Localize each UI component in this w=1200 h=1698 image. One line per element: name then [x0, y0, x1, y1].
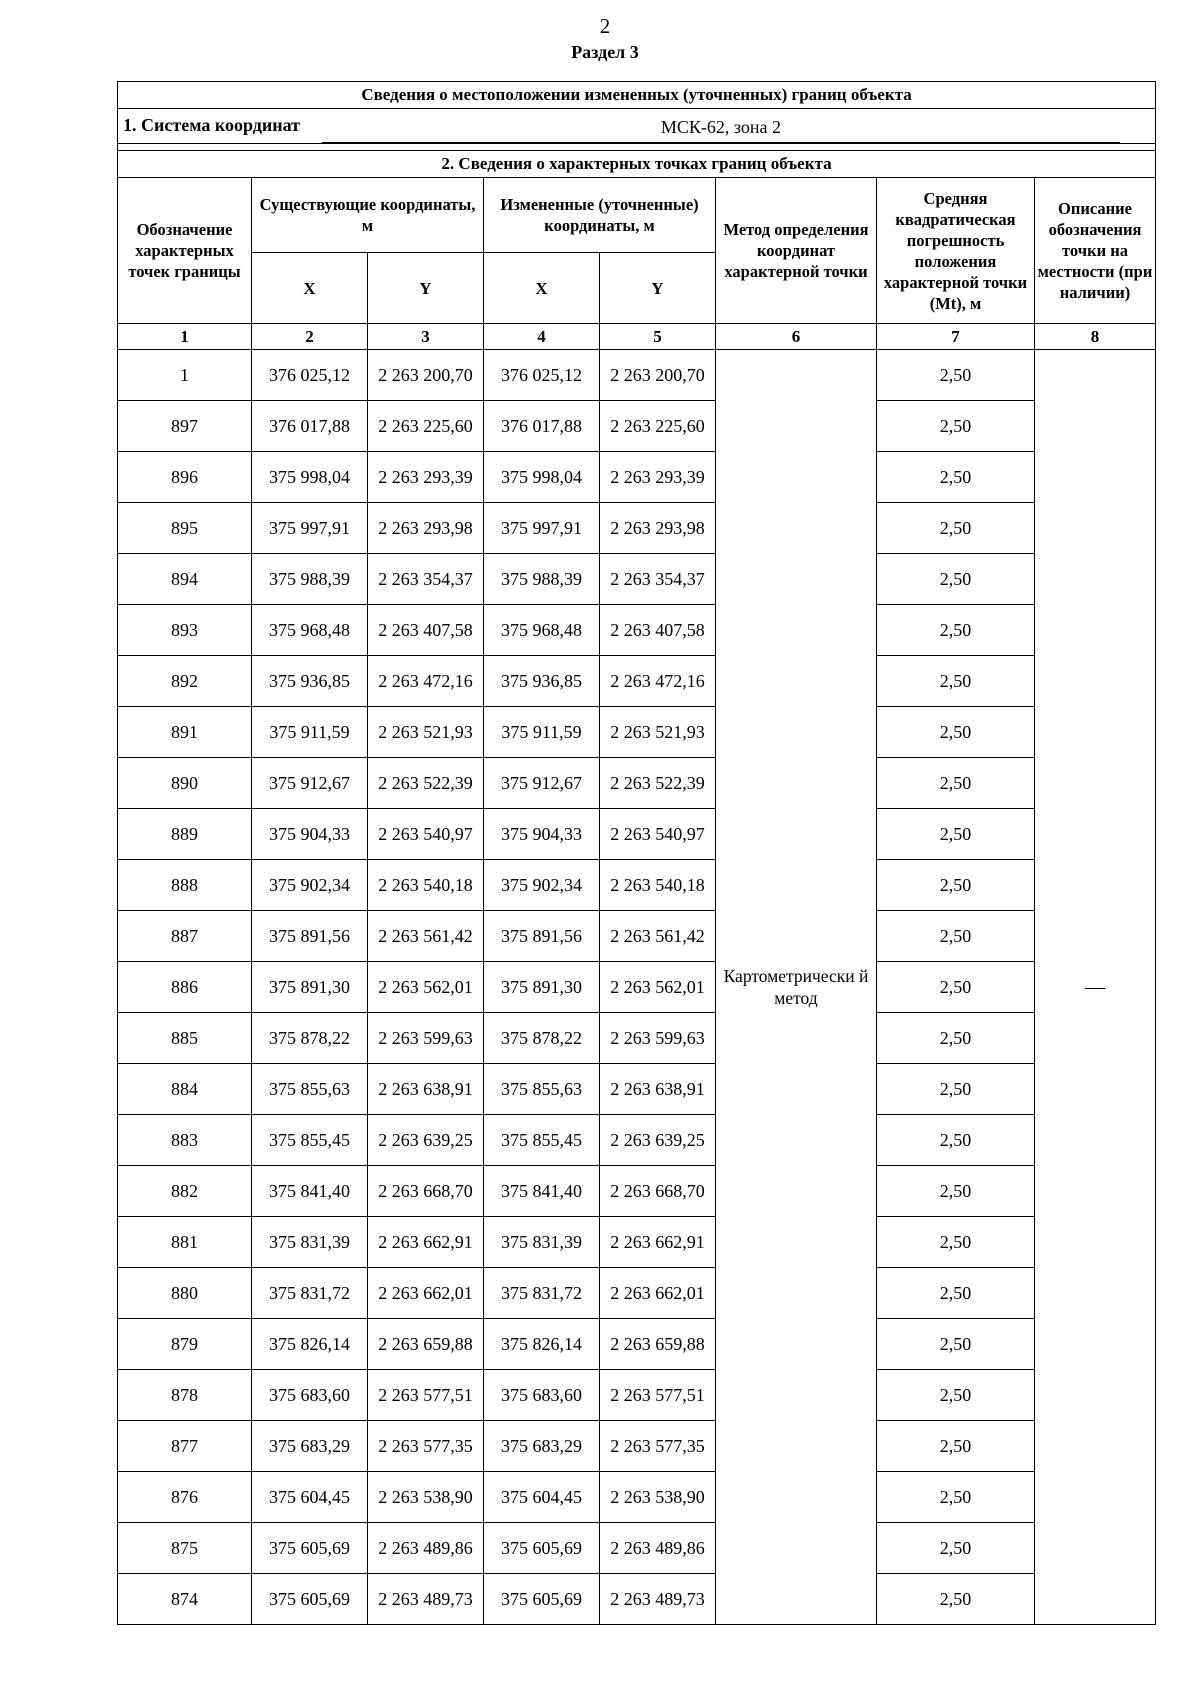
x-changed: 375 683,29: [484, 1421, 600, 1472]
y-existing: 2 263 489,86: [368, 1523, 484, 1574]
mt-error: 2,50: [877, 1319, 1035, 1370]
x-changed: 375 891,56: [484, 911, 600, 962]
x-existing: 375 841,40: [252, 1166, 368, 1217]
point-designation: 875: [118, 1523, 252, 1574]
y-changed: 2 263 200,70: [600, 350, 716, 401]
x-changed: 375 683,60: [484, 1370, 600, 1421]
table-row: [118, 350, 1156, 401]
table-row: [118, 911, 1156, 962]
x-existing: 375 936,85: [252, 656, 368, 707]
y-changed: 2 263 472,16: [600, 656, 716, 707]
mt-error: 2,50: [877, 962, 1035, 1013]
point-designation: 888: [118, 860, 252, 911]
y-existing: 2 263 407,58: [368, 605, 484, 656]
y-existing: 2 263 659,88: [368, 1319, 484, 1370]
point-designation: 1: [118, 350, 252, 401]
x-changed: 375 878,22: [484, 1013, 600, 1064]
x-existing: 375 968,48: [252, 605, 368, 656]
x-changed: 375 902,34: [484, 860, 600, 911]
x-existing: 375 605,69: [252, 1523, 368, 1574]
mt-error: 2,50: [877, 860, 1035, 911]
column-number: 4: [484, 324, 600, 350]
x-existing: 375 997,91: [252, 503, 368, 554]
header-x-changed: X: [484, 253, 600, 324]
mt-error: 2,50: [877, 1013, 1035, 1064]
mt-error: 2,50: [877, 707, 1035, 758]
point-designation: 877: [118, 1421, 252, 1472]
column-number: 1: [118, 324, 252, 350]
x-existing: 375 878,22: [252, 1013, 368, 1064]
table-row: [118, 1421, 1156, 1472]
mt-error: 2,50: [877, 1115, 1035, 1166]
y-existing: 2 263 662,01: [368, 1268, 484, 1319]
y-existing: 2 263 577,51: [368, 1370, 484, 1421]
x-existing: 375 831,39: [252, 1217, 368, 1268]
table-row: [118, 1217, 1156, 1268]
point-designation: 889: [118, 809, 252, 860]
y-existing: 2 263 561,42: [368, 911, 484, 962]
table-row: [118, 1013, 1156, 1064]
x-changed: 375 988,39: [484, 554, 600, 605]
point-designation: 890: [118, 758, 252, 809]
x-existing: 375 855,63: [252, 1064, 368, 1115]
y-changed: 2 263 540,97: [600, 809, 716, 860]
column-number: 7: [877, 324, 1035, 350]
x-existing: 375 855,45: [252, 1115, 368, 1166]
y-existing: 2 263 540,97: [368, 809, 484, 860]
y-changed: 2 263 577,35: [600, 1421, 716, 1472]
point-designation: 893: [118, 605, 252, 656]
x-changed: 375 911,59: [484, 707, 600, 758]
y-existing: 2 263 354,37: [368, 554, 484, 605]
header-existing-coords: Существующие координаты, м: [252, 178, 484, 253]
table-row: [118, 809, 1156, 860]
x-existing: 375 831,72: [252, 1268, 368, 1319]
mt-error: 2,50: [877, 1472, 1035, 1523]
x-changed: 375 912,67: [484, 758, 600, 809]
point-designation: 895: [118, 503, 252, 554]
point-designation: 883: [118, 1115, 252, 1166]
x-changed: 375 841,40: [484, 1166, 600, 1217]
mt-error: 2,50: [877, 656, 1035, 707]
x-existing: 375 904,33: [252, 809, 368, 860]
mt-error: 2,50: [877, 1421, 1035, 1472]
y-existing: 2 263 562,01: [368, 962, 484, 1013]
x-changed: 375 604,45: [484, 1472, 600, 1523]
point-designation: 886: [118, 962, 252, 1013]
header-changed-coords: Измененные (уточненные) координаты, м: [484, 178, 716, 253]
y-changed: 2 263 407,58: [600, 605, 716, 656]
point-designation: 885: [118, 1013, 252, 1064]
table-title: Сведения о местоположении измененных (уточненных) границ объекта: [118, 82, 1156, 109]
x-existing: 375 891,30: [252, 962, 368, 1013]
point-designation: 887: [118, 911, 252, 962]
spacer-row: [118, 144, 1156, 151]
x-changed: 375 891,30: [484, 962, 600, 1013]
x-changed: 375 855,63: [484, 1064, 600, 1115]
mt-error: 2,50: [877, 554, 1035, 605]
y-existing: 2 263 293,39: [368, 452, 484, 503]
column-number: 2: [252, 324, 368, 350]
point-designation: 876: [118, 1472, 252, 1523]
header-description: Описание обозначения точки на местности (при наличии): [1035, 178, 1156, 324]
point-designation: 884: [118, 1064, 252, 1115]
y-existing: 2 263 522,39: [368, 758, 484, 809]
x-existing: 375 911,59: [252, 707, 368, 758]
x-changed: 375 605,69: [484, 1523, 600, 1574]
point-designation: 894: [118, 554, 252, 605]
table-row: [118, 962, 1156, 1013]
x-existing: 375 902,34: [252, 860, 368, 911]
mt-error: 2,50: [877, 1268, 1035, 1319]
mt-error: 2,50: [877, 1166, 1035, 1217]
y-changed: 2 263 662,91: [600, 1217, 716, 1268]
coordinate-system-value: МСК-62, зона 2: [322, 117, 1120, 143]
mt-error: 2,50: [877, 1064, 1035, 1115]
y-changed: 2 263 522,39: [600, 758, 716, 809]
mt-error: 2,50: [877, 503, 1035, 554]
x-existing: 375 826,14: [252, 1319, 368, 1370]
table-row: [118, 554, 1156, 605]
point-designation: 897: [118, 401, 252, 452]
y-changed: 2 263 225,60: [600, 401, 716, 452]
x-existing: 375 998,04: [252, 452, 368, 503]
header-method: Метод определения координат характерной точки: [716, 178, 877, 324]
y-existing: 2 263 638,91: [368, 1064, 484, 1115]
x-existing: 375 683,29: [252, 1421, 368, 1472]
mt-error: 2,50: [877, 1523, 1035, 1574]
x-changed: 375 855,45: [484, 1115, 600, 1166]
column-number: 6: [716, 324, 877, 350]
x-existing: 375 912,67: [252, 758, 368, 809]
header-y-existing: Y: [368, 253, 484, 324]
x-changed: 375 936,85: [484, 656, 600, 707]
mt-error: 2,50: [877, 605, 1035, 656]
point-designation: 896: [118, 452, 252, 503]
header-error: Средняя квадратическая погрешность положения характерной точки (Mt), м: [877, 178, 1035, 324]
y-existing: 2 263 472,16: [368, 656, 484, 707]
header-x-existing: X: [252, 253, 368, 324]
y-changed: 2 263 489,86: [600, 1523, 716, 1574]
column-number: 5: [600, 324, 716, 350]
x-changed: 375 904,33: [484, 809, 600, 860]
coordinate-system-label: 1. Система координат: [123, 115, 300, 135]
x-existing: 375 605,69: [252, 1574, 368, 1625]
table-row: [118, 1319, 1156, 1370]
y-changed: 2 263 639,25: [600, 1115, 716, 1166]
y-changed: 2 263 662,01: [600, 1268, 716, 1319]
x-changed: 376 017,88: [484, 401, 600, 452]
header-designation: Обозначение характерных точек границы: [118, 178, 252, 324]
y-changed: 2 263 577,51: [600, 1370, 716, 1421]
method-cell: Картометрически й метод: [716, 350, 877, 1625]
mt-error: 2,50: [877, 350, 1035, 401]
y-changed: 2 263 668,70: [600, 1166, 716, 1217]
mt-error: 2,50: [877, 452, 1035, 503]
y-changed: 2 263 293,39: [600, 452, 716, 503]
y-existing: 2 263 639,25: [368, 1115, 484, 1166]
coordinate-system-cell: [118, 109, 1156, 144]
point-designation: 891: [118, 707, 252, 758]
table-row: [118, 1523, 1156, 1574]
mt-error: 2,50: [877, 1370, 1035, 1421]
point-designation: 878: [118, 1370, 252, 1421]
y-existing: 2 263 538,90: [368, 1472, 484, 1523]
y-existing: 2 263 521,93: [368, 707, 484, 758]
point-designation: 880: [118, 1268, 252, 1319]
x-changed: 375 831,72: [484, 1268, 600, 1319]
y-existing: 2 263 293,98: [368, 503, 484, 554]
x-changed: 375 968,48: [484, 605, 600, 656]
y-changed: 2 263 354,37: [600, 554, 716, 605]
table-row: [118, 452, 1156, 503]
x-existing: 375 891,56: [252, 911, 368, 962]
y-existing: 2 263 225,60: [368, 401, 484, 452]
page-number: 2: [599, 14, 611, 38]
point-designation: 879: [118, 1319, 252, 1370]
mt-error: 2,50: [877, 401, 1035, 452]
mt-error: 2,50: [877, 911, 1035, 962]
table-subtitle: 2. Сведения о характерных точках границ объекта: [118, 151, 1156, 178]
table-row: [118, 1166, 1156, 1217]
table-row: [118, 503, 1156, 554]
x-changed: 375 831,39: [484, 1217, 600, 1268]
y-changed: 2 263 562,01: [600, 962, 716, 1013]
point-designation: 882: [118, 1166, 252, 1217]
mt-error: 2,50: [877, 809, 1035, 860]
x-changed: 376 025,12: [484, 350, 600, 401]
y-existing: 2 263 662,91: [368, 1217, 484, 1268]
x-existing: 375 604,45: [252, 1472, 368, 1523]
column-number: 8: [1035, 324, 1156, 350]
mt-error: 2,50: [877, 1574, 1035, 1625]
y-existing: 2 263 599,63: [368, 1013, 484, 1064]
y-changed: 2 263 489,73: [600, 1574, 716, 1625]
table-row: [118, 1574, 1156, 1625]
table-row: [118, 1115, 1156, 1166]
header-y-changed: Y: [600, 253, 716, 324]
table-row: [118, 401, 1156, 452]
y-changed: 2 263 638,91: [600, 1064, 716, 1115]
mt-error: 2,50: [877, 1217, 1035, 1268]
x-existing: 375 988,39: [252, 554, 368, 605]
table-row: [118, 758, 1156, 809]
table-row: [118, 605, 1156, 656]
y-changed: 2 263 293,98: [600, 503, 716, 554]
column-number: 3: [368, 324, 484, 350]
y-existing: 2 263 577,35: [368, 1421, 484, 1472]
mt-error: 2,50: [877, 758, 1035, 809]
y-changed: 2 263 599,63: [600, 1013, 716, 1064]
y-changed: 2 263 538,90: [600, 1472, 716, 1523]
y-existing: 2 263 489,73: [368, 1574, 484, 1625]
x-existing: 376 025,12: [252, 350, 368, 401]
y-changed: 2 263 540,18: [600, 860, 716, 911]
x-changed: 375 997,91: [484, 503, 600, 554]
section-title: Раздел 3: [571, 42, 639, 62]
x-changed: 375 605,69: [484, 1574, 600, 1625]
y-existing: 2 263 668,70: [368, 1166, 484, 1217]
x-existing: 376 017,88: [252, 401, 368, 452]
x-existing: 375 683,60: [252, 1370, 368, 1421]
point-designation: 874: [118, 1574, 252, 1625]
y-changed: 2 263 521,93: [600, 707, 716, 758]
table-row: [118, 656, 1156, 707]
y-existing: 2 263 540,18: [368, 860, 484, 911]
y-existing: 2 263 200,70: [368, 350, 484, 401]
boundary-points-table: [117, 81, 1156, 1625]
table-row: [118, 1064, 1156, 1115]
table-row: [118, 860, 1156, 911]
table-row: [118, 1370, 1156, 1421]
y-changed: 2 263 659,88: [600, 1319, 716, 1370]
x-changed: 375 998,04: [484, 452, 600, 503]
point-designation: 881: [118, 1217, 252, 1268]
table-row: [118, 1472, 1156, 1523]
y-changed: 2 263 561,42: [600, 911, 716, 962]
point-designation: 892: [118, 656, 252, 707]
description-cell: —: [1035, 350, 1156, 1625]
x-changed: 375 826,14: [484, 1319, 600, 1370]
table-row: [118, 1268, 1156, 1319]
table-row: [118, 707, 1156, 758]
